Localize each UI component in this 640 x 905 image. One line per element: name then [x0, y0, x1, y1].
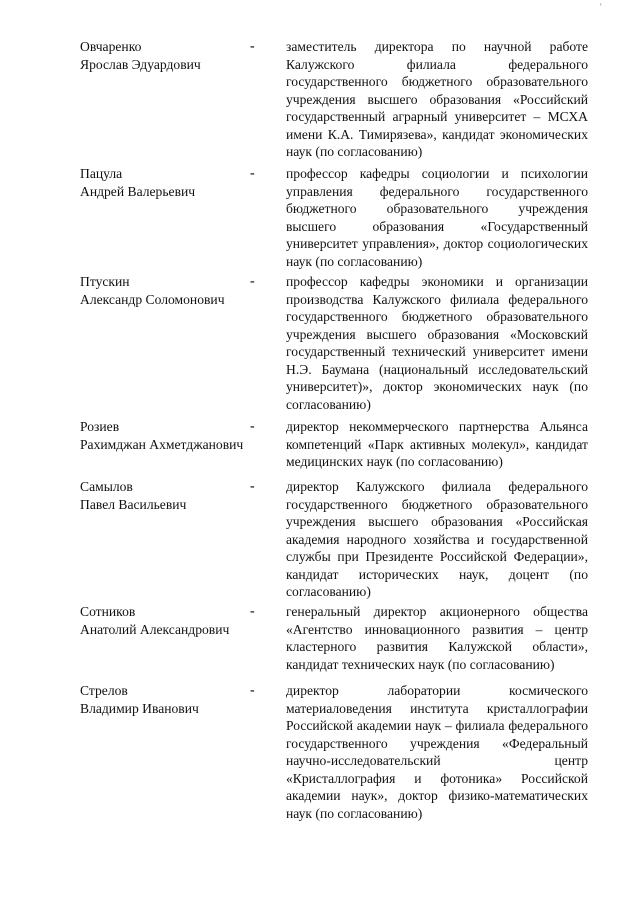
member-surname: Сотников — [80, 604, 136, 619]
member-given-names: Андрей Валерьевич — [80, 183, 196, 199]
member-name — [80, 603, 250, 638]
member-position: директор Калужского филиала федерального государственного бюджетного образовательного учреждения высшего образования «Российская академия народного хозяйства и государственной службы при Президенте Российской Федерации», кандидат исторических наук, доцент (по согласованию) — [286, 479, 588, 599]
member-name — [80, 38, 250, 73]
member-surname: Стрелов — [80, 683, 128, 698]
member-name — [80, 418, 250, 453]
member-given-names: Владимир Иванович — [80, 700, 199, 716]
member-given-names: Ярослав Эдуардович — [80, 56, 201, 72]
member-name — [80, 165, 250, 200]
member-given-names: Рахимджан Ахметджанович — [80, 436, 244, 452]
separator-dash: - — [250, 479, 255, 494]
separator-dash: - — [250, 274, 255, 289]
separator-dash: - — [250, 166, 255, 181]
member-surname: Розиев — [80, 419, 120, 434]
member-position: директор лаборатории космического материаловедения института кристаллографии Российской академии наук – филиала федерального государственного учреждения «Федеральный научно-исследовательский центр «Кристаллография и фотоника» Российской академии наук», доктор физико-математических наук (по согласованию) — [286, 683, 588, 821]
member-name — [80, 682, 250, 717]
member-surname: Птускин — [80, 274, 130, 289]
member-given-names: Анатолий Александрович — [80, 621, 230, 637]
separator-dash: - — [250, 39, 255, 54]
member-given-names: Павел Васильевич — [80, 496, 187, 512]
member-surname: Овчаренко — [80, 39, 142, 54]
member-name — [80, 478, 250, 513]
member-surname: Самылов — [80, 479, 133, 494]
member-position: заместитель директора по научной работе Калужского филиала федерального государственного бюджетного образовательного учреждения высшего образования «Российский государственный аграрный университет – МСХА имени К.А. Тимирязева», кандидат экономических наук (по согласованию) — [286, 39, 588, 159]
separator-dash: - — [250, 419, 255, 434]
member-position: профессор кафедры социологии и психологии управления федерального государственного бюджетного образовательного учреждения высшего образования «Государственный университет управления», доктор социологических наук (по согласованию) — [286, 166, 588, 269]
separator-dash: - — [250, 604, 255, 619]
member-surname: Пацула — [80, 166, 123, 181]
member-position: генеральный директор акционерного общества «Агентство инновационного развития – центр кластерного развития Калужской области», кандидат технических наук (по согласованию) — [286, 604, 588, 672]
member-position: директор некоммерческого партнерства Альянса компетенций «Парк активных молекул», кандидат медицинских наук (по согласованию) — [286, 419, 588, 469]
separator-dash: - — [250, 683, 255, 698]
member-position: профессор кафедры экономики и организации производства Калужского филиала федерального государственного бюджетного образовательного учреждения высшего образования «Московский государственный технический университет имени Н.Э. Баумана (национальный исследовательский университет)», доктор экономических наук (по согласованию) — [286, 274, 588, 412]
member-name — [80, 273, 250, 308]
member-given-names: Александр Соломонович — [80, 291, 225, 307]
page-marker: ' — [600, 2, 602, 12]
